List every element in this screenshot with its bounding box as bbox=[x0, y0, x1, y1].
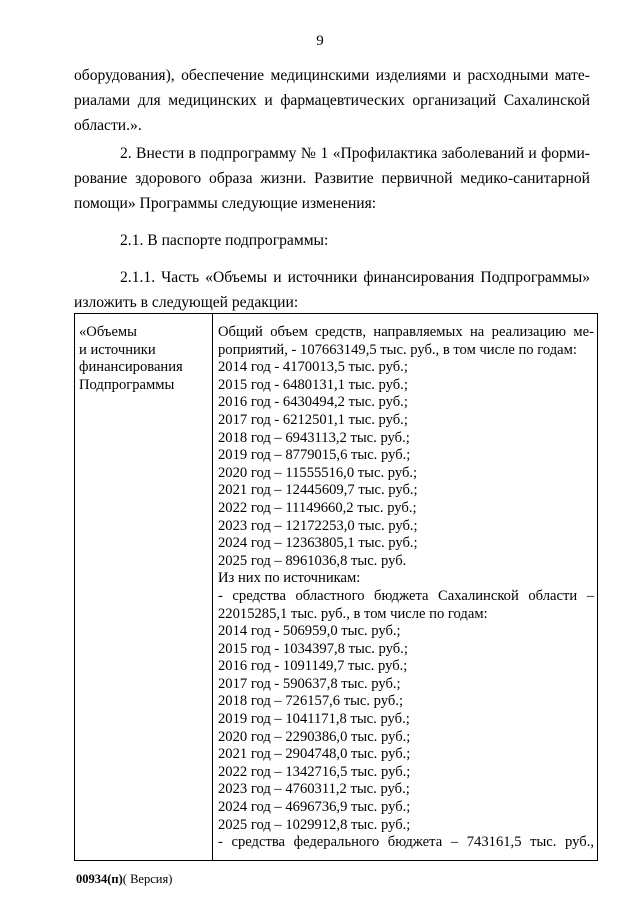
value-line: - средства областного бюджета Сахалинской области – bbox=[218, 587, 594, 604]
passport-table bbox=[74, 313, 598, 861]
value-line: Общий объем средств, направляемых на реализацию ме- bbox=[218, 324, 594, 340]
label-cell bbox=[75, 314, 213, 861]
text-line: изложить в следующей редакции: bbox=[74, 294, 299, 311]
label-line: финансирования bbox=[79, 359, 183, 376]
table-row bbox=[75, 314, 598, 861]
document-body bbox=[74, 63, 590, 315]
document-code: 00934(п) bbox=[76, 872, 123, 886]
paragraph-continuation bbox=[74, 63, 590, 138]
value-line: 2014 год - 506959,0 тыс. руб.; bbox=[218, 623, 401, 640]
value-line: роприятий, - 107663149,5 тыс. руб., в том числе по годам: bbox=[218, 341, 577, 358]
value-line: 2021 год – 12445609,7 тыс. руб.; bbox=[218, 482, 418, 499]
label-line: Подпрограммы bbox=[79, 376, 175, 393]
text-line: 2.1. В паспорте подпрограммы: bbox=[120, 232, 329, 249]
value-line: Из них по источникам: bbox=[218, 570, 361, 587]
label-line: и источники bbox=[79, 341, 156, 358]
value-line: 2021 год – 2904748,0 тыс. руб.; bbox=[218, 746, 411, 763]
text-line: рование здорового образа жизни. Развитие первичной медико-санитарной bbox=[74, 170, 590, 187]
value-line: 2024 год – 4696736,9 тыс. руб.; bbox=[218, 799, 411, 816]
value-line: 2014 год - 4170013,5 тыс. руб.; bbox=[218, 359, 408, 376]
value-line: 2020 год – 2290386,0 тыс. руб.; bbox=[218, 728, 411, 745]
document-footer bbox=[76, 872, 172, 887]
page-number: 9 bbox=[316, 33, 324, 49]
value-line: 2019 год – 8779015,6 тыс. руб.; bbox=[218, 447, 411, 464]
value-line: 2022 год – 11149660,2 тыс. руб.; bbox=[218, 499, 417, 516]
value-line: 2016 год - 1091149,7 тыс. руб.; bbox=[218, 658, 408, 675]
label-line: «Объемы bbox=[79, 324, 137, 340]
value-line: 2017 год - 6212501,1 тыс. руб.; bbox=[218, 411, 408, 428]
value-line: 2024 год – 12363805,1 тыс. руб.; bbox=[218, 535, 418, 552]
text-line: риалами для медицинских и фармацевтических организаций Сахалинской bbox=[74, 92, 590, 109]
value-line: 2022 год – 1342716,5 тыс. руб.; bbox=[218, 763, 411, 780]
value-line: 2025 год – 1029912,8 тыс. руб.; bbox=[218, 816, 411, 833]
value-line: 22015285,1 тыс. руб., в том числе по годам: bbox=[218, 605, 488, 622]
document-version: ( Версия) bbox=[122, 872, 173, 886]
paragraph-item-2-1-1 bbox=[74, 265, 590, 315]
value-line: 2020 год – 11555516,0 тыс. руб.; bbox=[218, 464, 418, 481]
value-line: 2015 год - 1034397,8 тыс. руб.; bbox=[218, 640, 408, 657]
paragraph-item-2 bbox=[74, 141, 590, 216]
value-line: 2025 год – 8961036,8 тыс. руб. bbox=[218, 552, 407, 569]
value-line: 2016 год - 6430494,2 тыс. руб.; bbox=[218, 394, 408, 411]
value-line: 2017 год - 590637,8 тыс. руб.; bbox=[218, 675, 401, 692]
paragraph-item-2-1 bbox=[74, 228, 590, 253]
text-line: 2. Внести в подпрограмму № 1 «Профилактика заболеваний и форми- bbox=[120, 145, 590, 162]
value-line: 2015 год - 6480131,1 тыс. руб.; bbox=[218, 376, 408, 393]
text-line: области.». bbox=[74, 117, 142, 134]
text-line: 2.1.1. Часть «Объемы и источники финансирования Подпрограммы» bbox=[120, 269, 590, 286]
value-line: 2023 год – 12172253,0 тыс. руб.; bbox=[218, 517, 418, 534]
text-line: оборудования), обеспечение медицинскими изделиями и расходными мате- bbox=[74, 67, 590, 84]
value-cell bbox=[213, 314, 598, 861]
value-line: 2019 год – 1041171,8 тыс. руб.; bbox=[218, 711, 410, 728]
value-line: - средства федерального бюджета – 743161,5 тыс. руб., bbox=[218, 834, 594, 851]
text-line: помощи» Программы следующие изменения: bbox=[74, 195, 377, 212]
value-line: 2018 год – 6943113,2 тыс. руб.; bbox=[218, 429, 410, 446]
value-line: 2023 год – 4760311,2 тыс. руб.; bbox=[218, 781, 410, 798]
value-line: 2018 год – 726157,6 тыс. руб.; bbox=[218, 693, 404, 710]
